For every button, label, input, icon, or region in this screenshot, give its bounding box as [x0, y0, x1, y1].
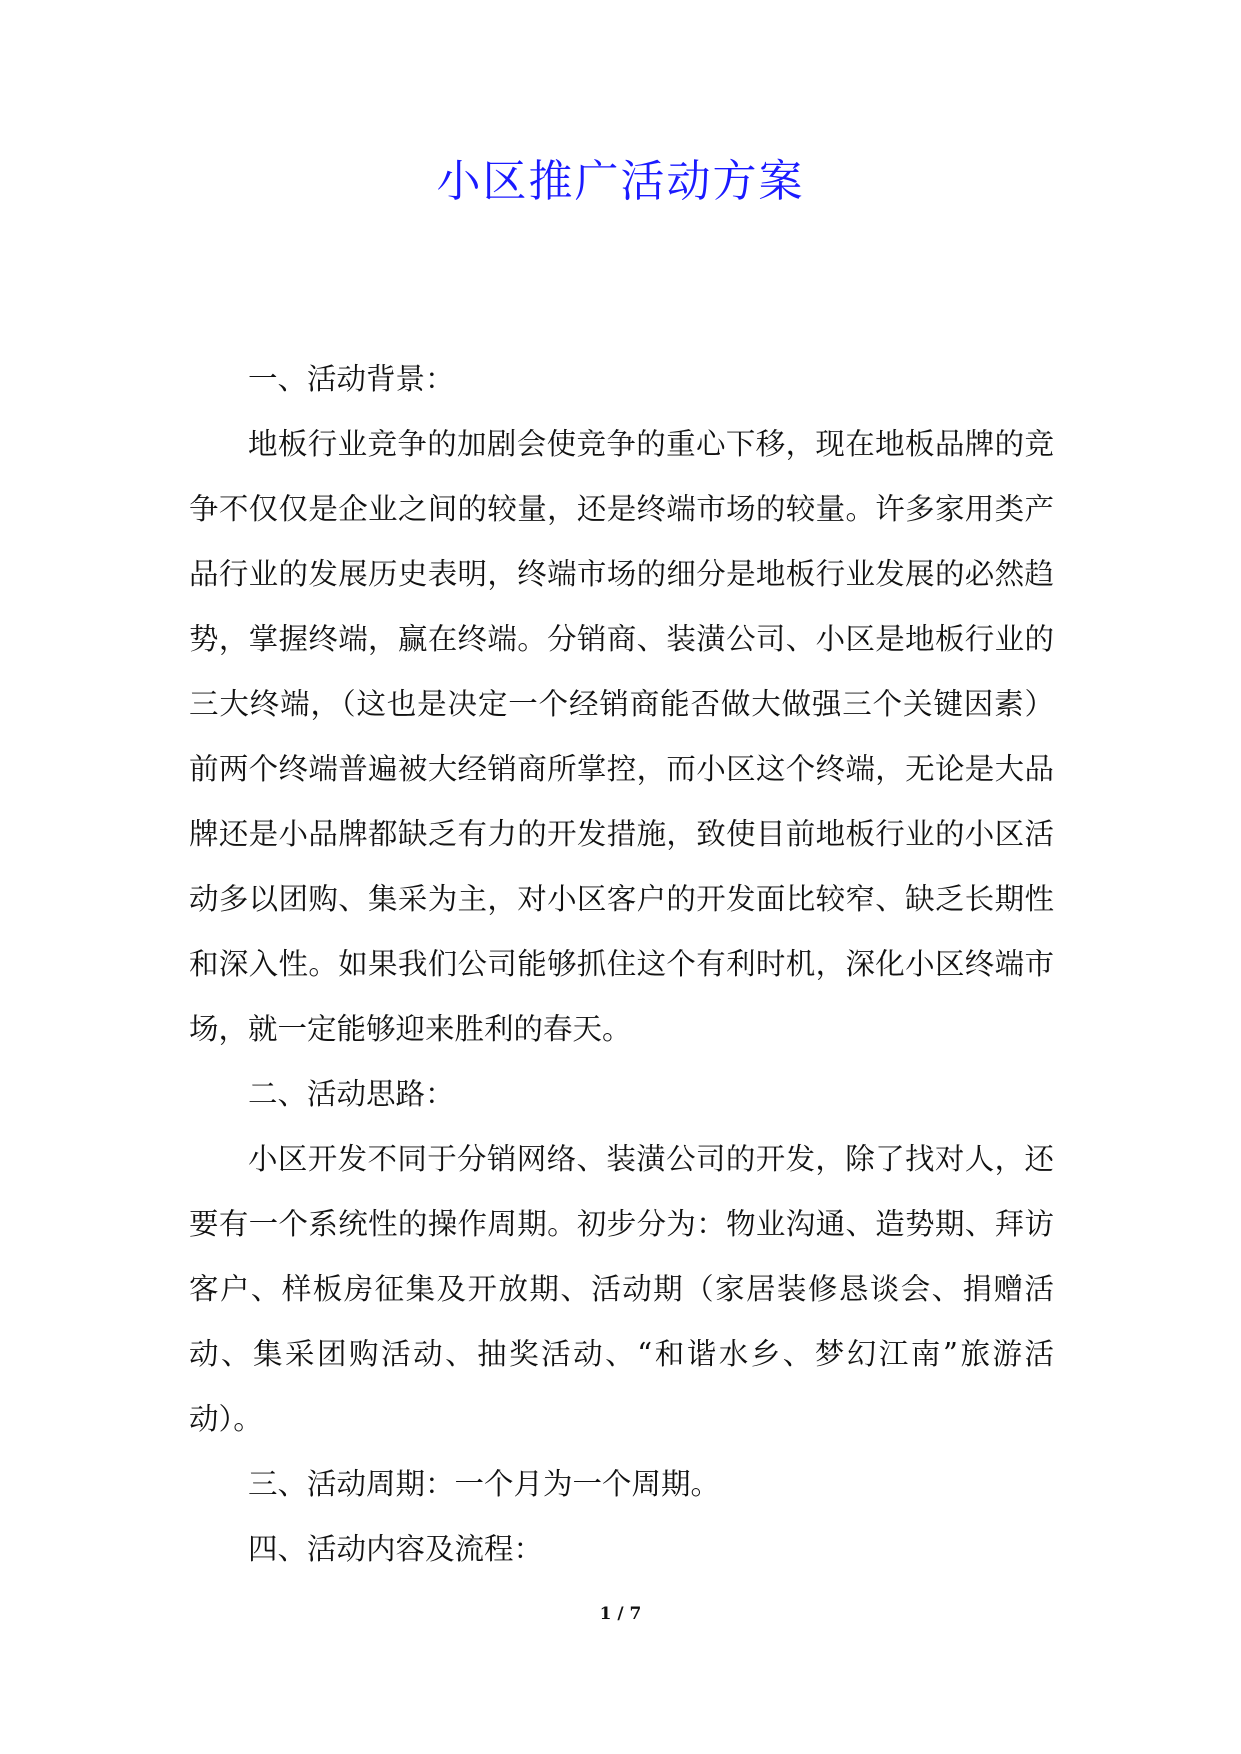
section-heading-approach: 二、活动思路：: [248, 1077, 455, 1111]
document-title: 小区推广活动方案: [436, 156, 805, 207]
section-heading-background: 一、活动背景：: [248, 362, 455, 396]
document-body: [189, 347, 1054, 1582]
section-heading-content: 四、活动内容及流程：: [248, 1532, 544, 1566]
section-heading-period: 三、活动周期：一个月为一个周期。: [248, 1467, 721, 1501]
paragraph-approach: 小区开发不同于分销网络、装潢公司的开发，除了找对人，还要有一个系统性的操作周期。初步分为：物业沟通、造势期、拜访客户、样板房征集及开放期、活动期（家居装修恳谈会、捐赠活动、集采团购活动、抽奖活动、“和谐水乡、梦幻江南”旅游活动）。: [189, 1142, 1054, 1436]
paragraph-background: 地板行业竞争的加剧会使竞争的重心下移，现在地板品牌的竞争不仅仅是企业之间的较量，还是终端市场的较量。许多家用类产品行业的发展历史表明，终端市场的细分是地板行业发展的必然趋势，掌握终端，赢在终端。分销商、装潢公司、小区是地板行业的三大终端，（这也是决定一个经销商能否做大做强三个关键因素）前两个终端普遍被大经销商所掌控，而小区这个终端，无论是大品牌还是小品牌都缺乏有力的开发措施，致使目前地板行业的小区活动多以团购、集采为主，对小区客户的开发面比较窄、缺乏长期性和深入性。如果我们公司能够抓住这个有利时机，深化小区终端市场，就一定能够迎来胜利的春天。: [189, 427, 1054, 1046]
page-number: 1 / 7: [599, 1604, 642, 1624]
